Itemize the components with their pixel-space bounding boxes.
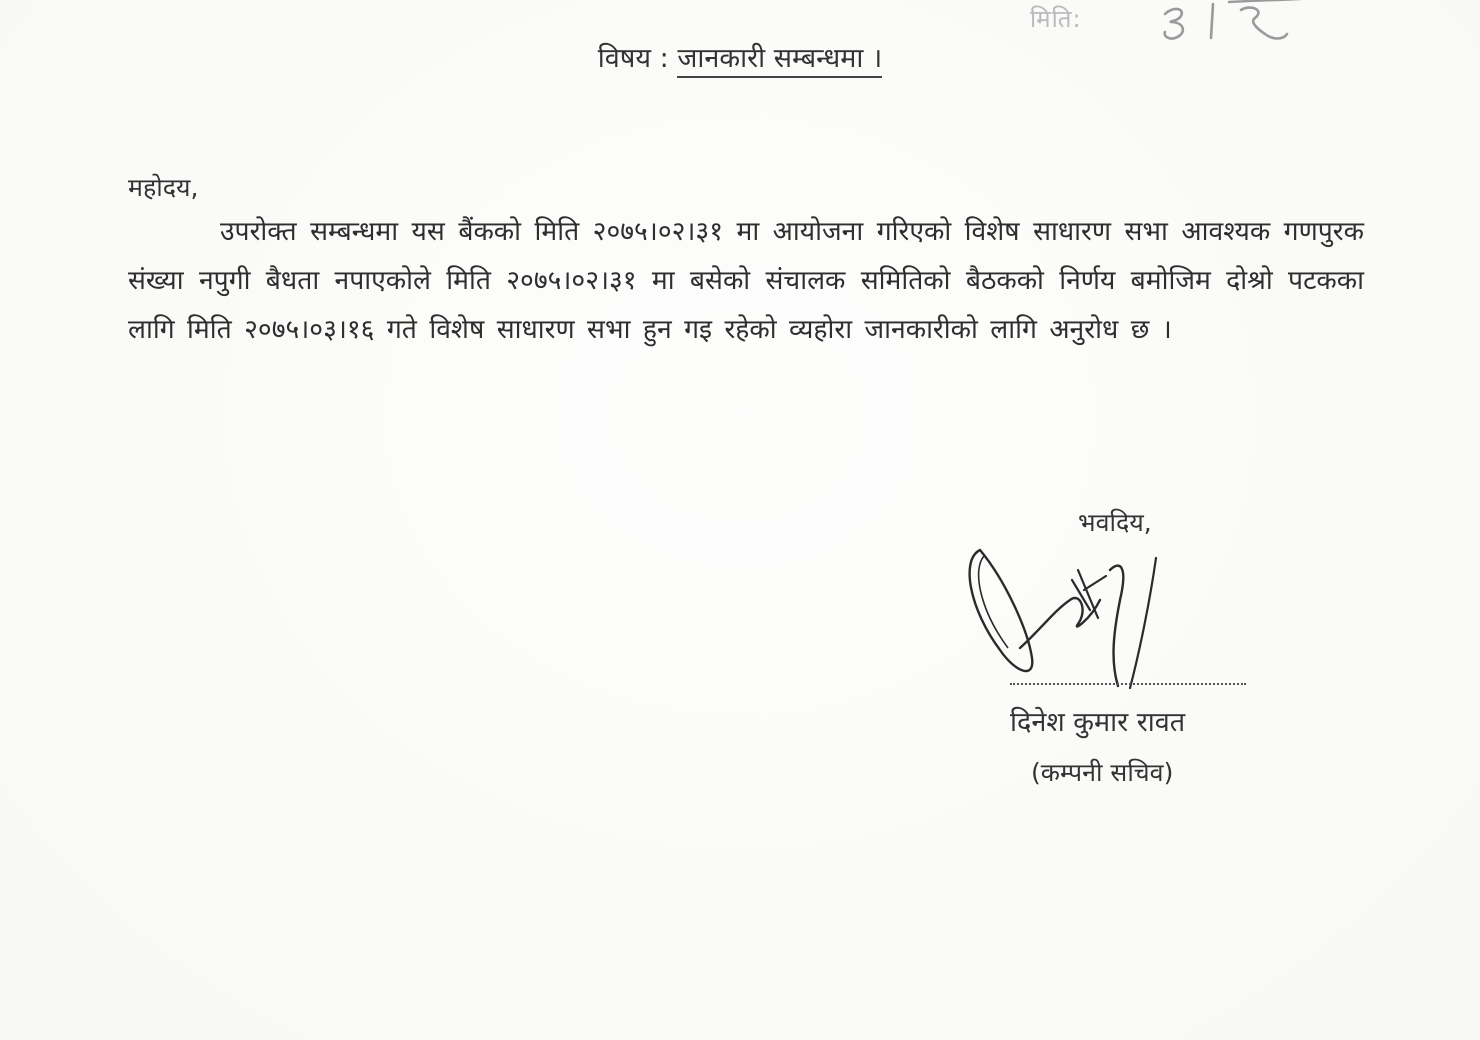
closing: भवदिय, bbox=[1078, 508, 1152, 537]
signer-title: (कम्पनी सचिव) bbox=[1031, 758, 1174, 787]
signature bbox=[960, 540, 1170, 700]
salutation: महोदय, bbox=[128, 173, 199, 202]
date-label: मिति: bbox=[1030, 5, 1082, 33]
signer-name: दिनेश कुमार रावत bbox=[1010, 707, 1186, 738]
subject-line bbox=[0, 38, 1480, 75]
subject-label: विषय : bbox=[597, 43, 669, 74]
subject-text: जानकारी सम्बन्धमा । bbox=[677, 43, 882, 78]
signature-line bbox=[1010, 683, 1246, 685]
letter-body: उपरोक्त सम्बन्धमा यस बैंकको मिति २०७५।०२।३१ मा आयोजना गरिएको विशेष साधारण सभा आवश्यक गणपुरक संख्या नपुगी बैधता नपाएकोले मिति २०७५।०२।३१ मा बसेको संचालक समितिको बैठकको निर्णय बमोजिम दोश्रो पटकका लागि मिति २०७५।०३।१६ गते विशेष साधारण सभा हुन गइ रहेको व्यहोरा जानकारीको लागि अनुरोध छ । bbox=[128, 216, 1364, 345]
